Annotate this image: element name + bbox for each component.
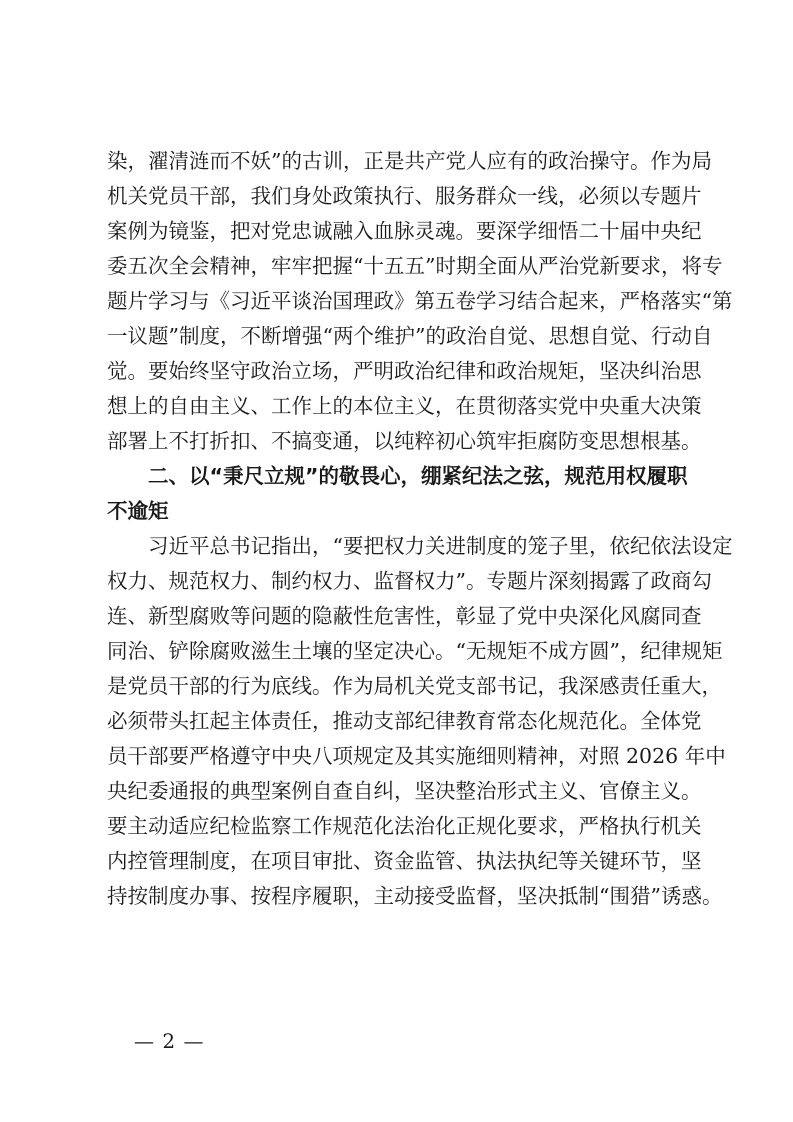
paragraph-2-line: 内控管理制度，在项目审批、资金监管、执法执纪等关键环节，坚: [107, 849, 702, 873]
paragraph-2-line: 必须带头扛起主体责任，推动支部纪律教育常态化规范化。全体党: [107, 709, 702, 733]
document-body: [107, 144, 733, 914]
paragraph-1-line: 一议题”制度，不断增强“两个维护”的政治自觉、思想自觉、行动自: [107, 324, 713, 348]
paragraph-1: [107, 144, 733, 459]
paragraph-2-line: 习近平总书记指出，“要把权力关进制度的笼子里，依纪依法设定: [148, 534, 733, 558]
paragraph-1-line: 染，濯清涟而不妖”的古训，正是共产党人应有的政治操守。作为局: [107, 149, 712, 173]
paragraph-2-line: 要主动适应纪检监察工作规范化法治化正规化要求，严格执行机关: [107, 814, 702, 838]
paragraph-2-line: 同治、铲除腐败滋生土壤的坚定决心。“无规矩不成方圆”，纪律规矩: [107, 639, 723, 663]
section-heading-2: [107, 459, 687, 529]
paragraph-1-line: 想上的自由主义、工作上的本位主义，在贯彻落实党中央重大决策: [107, 394, 702, 418]
paragraph-1-line: 委五次全会精神，牢牢把握“十五五”时期全面从严治党新要求，将专: [107, 254, 723, 278]
paragraph-2: [107, 529, 733, 914]
section-heading-line: 不逾矩: [107, 499, 169, 523]
paragraph-2-line: 连、新型腐败等问题的隐蔽性危害性，彰显了党中央深化风腐同查: [107, 604, 702, 628]
paragraph-2-line: 员干部要严格遵守中央八项规定及其实施细则精神，对照 2026 年中: [107, 744, 726, 768]
paragraph-2-line: 权力、规范权力、制约权力、监督权力”。专题片深刻揭露了政商勾: [107, 569, 712, 593]
paragraph-1-line: 部署上不打折扣、不搞变通，以纯粹初心筑牢拒腐防变思想根基。: [107, 429, 702, 453]
paragraph-1-line: 觉。要始终坚守政治立场，严明政治纪律和政治规矩，坚决纠治思: [107, 359, 702, 383]
paragraph-2-line: 持按制度办事、按程序履职，主动接受监督，坚决抵制“围猎”诱惑。: [107, 884, 723, 908]
paragraph-1-line: 机关党员干部，我们身处政策执行、服务群众一线，必须以专题片: [107, 184, 702, 208]
paragraph-1-line: 题片学习与《习近平谈治国理政》第五卷学习结合起来，严格落实“第: [107, 289, 733, 313]
paragraph-2-line: 是党员干部的行为底线。作为局机关党支部书记，我深感责任重大，: [107, 674, 722, 698]
paragraph-2-line: 央纪委通报的典型案例自查自纠，坚决整治形式主义、官僚主义。: [107, 779, 702, 803]
paragraph-1-line: 案例为镜鉴，把对党忠诚融入血脉灵魂。要深学细悟二十届中央纪: [107, 219, 702, 243]
page-number: — 2 —: [134, 1029, 205, 1053]
section-heading-line: 二、以“秉尺立规”的敬畏心，绷紧纪法之弦，规范用权履职: [148, 464, 688, 488]
